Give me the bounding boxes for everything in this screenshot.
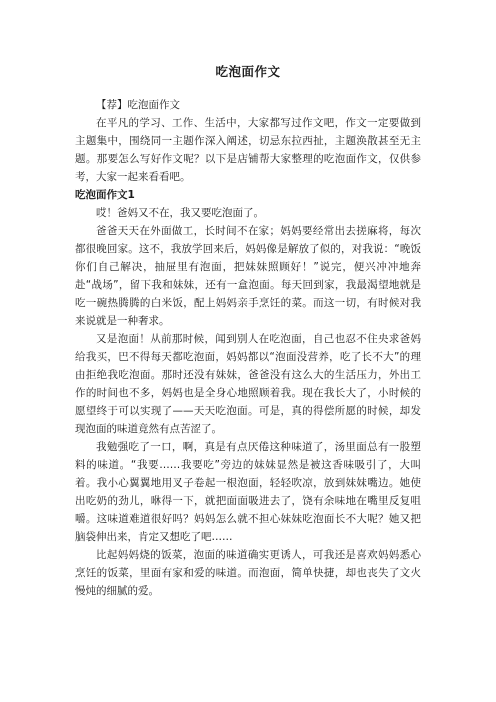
body-paragraph: 爸爸天天在外面做工，长时间不在家；妈妈要经常出去搓麻将，每次都很晚回家。这不，我放学回来后，妈妈像是解放了似的，对我说：“晚饭你们自己解决，抽屉里有泡面，把妹妹照顾好！”说完，便兴冲冲地奔赴“战场”，留下我和妹妹，还有一盒泡面。每天回到家，我最渴望地就是吃一碗热腾腾的白米饭，配上妈妈亲手烹饪的菜。而这一切，有时候对我来说就是一种奢求。 [75,225,421,327]
document-title: 吃泡面作文 [215,64,281,79]
document-body [75,96,421,600]
body-paragraph: 哎！爸妈又不在，我又要吃泡面了。 [96,207,264,219]
body-paragraph: 比起妈妈烧的饭菜，泡面的味道确实更诱人，可我还是喜欢妈妈悉心烹饪的饭菜，里面有家和爱的味道。而泡面，简单快捷，却也丧失了文火慢炖的细腻的爱。 [75,549,421,597]
tag-line: 【荐】吃泡面作文 [96,99,180,111]
intro-paragraph: 在平凡的学习、工作、生活中，大家都写过作文吧，作文一定要做到主题集中，围绕同一主题作深入阐述，切忌东拉西扯，主题涣散甚至无主题。那要怎么写好作文呢？以下是店铺帮大家整理的吃泡面作文，仅供参考，大家一起来看看吧。 [75,117,421,183]
body-paragraph: 我勉强吃了一口，啊，真是有点厌倦这种味道了，汤里面总有一股塑料的味道。“我要……我要吃”旁边的妹妹显然是被这香味吸引了，大叫着。我小心翼翼地用叉子卷起一根泡面，轻轻吹凉，放到妹妹嘴边。她使出吃奶的劲儿，咻得一下，就把面面吸进去了，饶有余味地在嘴里反复咀嚼。这味道难道很好吗？妈妈怎么就不担心妹妹吃泡面长不大呢？她又把脑袋伸出来，肯定又想吃了吧…… [75,441,421,543]
section-heading: 吃泡面作文1 [75,189,135,201]
body-paragraph: 又是泡面！从前那时候，闻到别人在吃泡面，自己也忍不住央求爸妈给我买，巴不得每天都吃泡面，妈妈都以“泡面没营养，吃了长不大”的理由拒绝我吃泡面。那时还没有妹妹，爸爸没有这么大的生活压力，外出工作的时间也不多，妈妈也是全身心地照顾着我。现在我长大了，小时候的愿望终于可以实现了——天天吃泡面。可是，真的得偿所愿的时候，却发现泡面的味道竟然有点苦涩了。 [75,333,421,435]
